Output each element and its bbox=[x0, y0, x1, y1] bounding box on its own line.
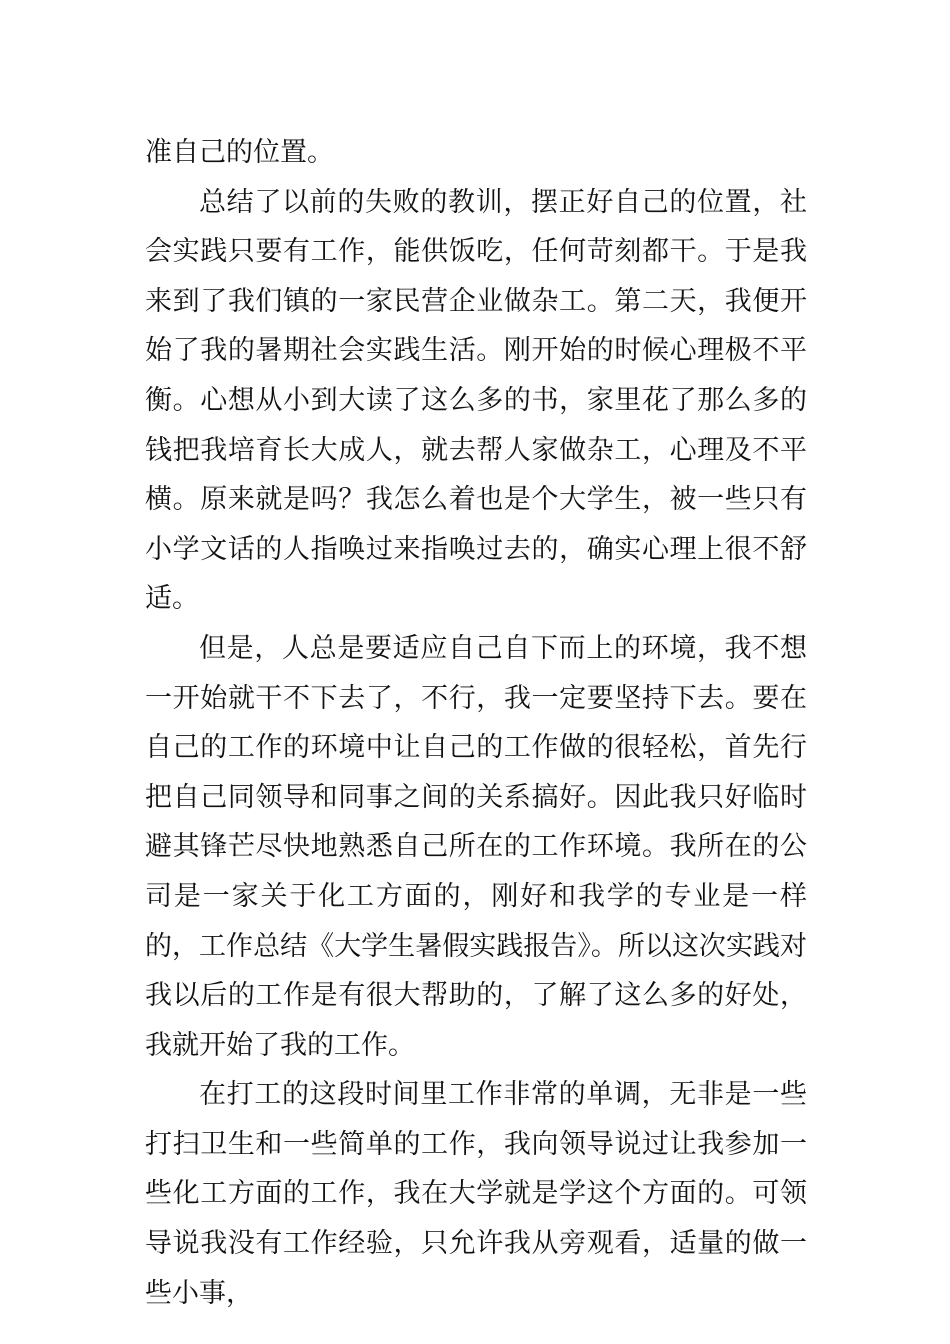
paragraph-adaptation: 但是，人总是要适应自己自下而上的环境，我不想一开始就干不下去了，不行，我一定要坚持下去。要在自己的工作的环境中让自己的工作做的很轻松，首先行把自己同领导和同事之间的关系搞好。因此我只好临时避其锋芒尽快地熟悉自己所在的工作环境。我所在的公司是一家关于化工方面的，刚好和我学的专业是一样的，工作总结《大学生暑假实践报告》。所以这次实践对我以后的工作是有很大帮助的，了解了这么多的好处，我就开始了我的工作。 bbox=[145, 632, 807, 1061]
paragraph-summary: 总结了以前的失败的教训，摆正好自己的位置，社会实践只要有工作，能供饭吃，任何苛刻都干。于是我来到了我们镇的一家民营企业做杂工。第二天，我便开始了我的暑期社会实践生活。刚开始的时候心理极不平衡。心想从小到大读了这么多的书，家里花了那么多的钱把我培育长大成人，就去帮人家做杂工，心理及不平横。原来就是吗？我怎么着也是个大学生，被一些只有小学文话的人指唤过来指唤过去的，确实心理上很不舒适。 bbox=[145, 186, 807, 615]
paragraph-continuation: 准自己的位置。 bbox=[145, 137, 334, 168]
document-body bbox=[145, 128, 807, 1318]
paragraph-work-duties: 在打工的这段时间里工作非常的单调，无非是一些打扫卫生和一些简单的工作，我向领导说过让我参加一些化工方面的工作，我在大学就是学这个方面的。可领导说我没有工作经验，只允许我从旁观看，适量的做一些小事， bbox=[145, 1079, 807, 1309]
